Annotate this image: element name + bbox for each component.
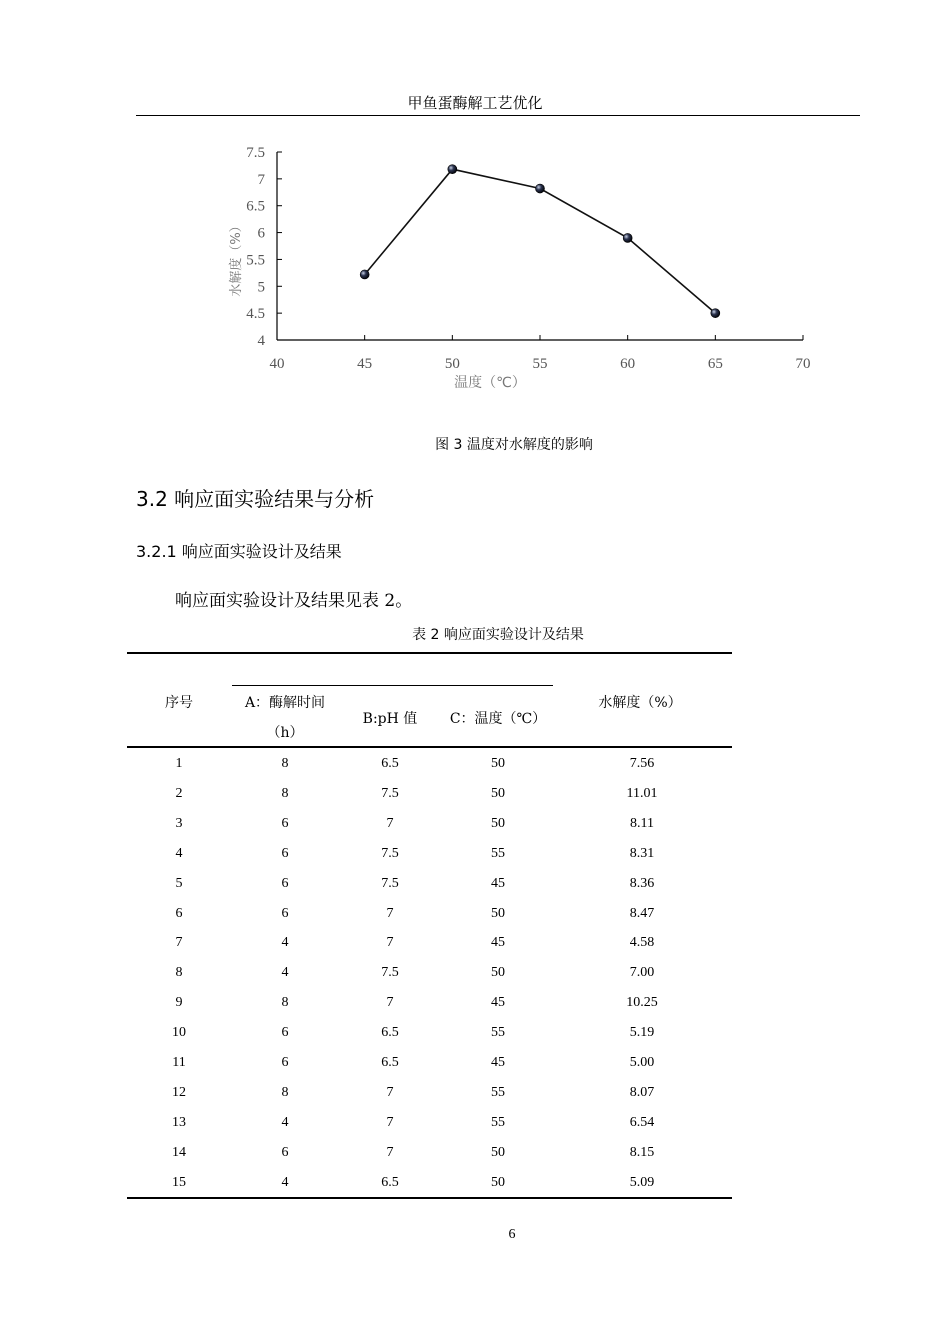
cell-index: 14: [172, 1144, 186, 1160]
cell-factor-c: 55: [491, 1025, 505, 1041]
cell-factor-c: 50: [491, 785, 505, 801]
cell-index: 2: [175, 785, 183, 801]
running-header: 甲鱼蛋酶解工艺优化: [407, 94, 543, 112]
figure-caption: 图 3 温度对水解度的影响: [435, 437, 593, 453]
y-tick-label: 7: [257, 171, 265, 188]
cell-result: 11.01: [626, 785, 658, 801]
data-point: [360, 270, 369, 279]
cell-result: 6.54: [629, 1114, 655, 1130]
cell-factor-b: 6.5: [381, 756, 399, 771]
cell-factor-a: 4: [281, 965, 289, 981]
cell-index: 10: [172, 1025, 186, 1041]
table-header-rule: [127, 746, 732, 748]
cell-factor-b: 6.5: [381, 1025, 399, 1041]
cell-factor-b: 7: [386, 815, 394, 831]
body-paragraph: 响应面实验设计及结果见表 2。: [175, 591, 413, 611]
cell-index: 4: [175, 845, 183, 861]
cell-result: 5.19: [629, 1025, 655, 1041]
x-tick-label: 40: [269, 356, 285, 372]
header-factor-a-line1: A：酶解时间: [244, 695, 326, 711]
cell-factor-c: 50: [491, 1174, 505, 1190]
y-tick-label: 4.5: [246, 306, 265, 323]
cell-factor-b: 7.5: [381, 875, 399, 891]
cell-index: 3: [175, 815, 183, 831]
cell-factor-b: 7: [386, 995, 394, 1011]
cell-index: 12: [172, 1084, 186, 1100]
table-top-rule: [127, 652, 732, 654]
cell-index: 11: [172, 1055, 186, 1070]
header-factor-c: C：温度（℃）: [449, 711, 547, 727]
cell-factor-b: 6.5: [381, 1174, 399, 1190]
cell-factor-c: 55: [491, 1114, 505, 1130]
cell-result: 5.09: [629, 1174, 655, 1190]
cell-factor-a: 8: [281, 995, 289, 1011]
cell-result: 8.11: [630, 815, 654, 831]
cell-factor-c: 50: [491, 815, 505, 831]
cell-factor-b: 7.5: [381, 785, 399, 801]
cell-factor-a: 6: [281, 875, 289, 891]
y-tick-label: 7.5: [246, 145, 265, 161]
x-axis-title: 温度（℃）: [454, 375, 526, 391]
cell-factor-a: 6: [281, 845, 289, 861]
cell-factor-b: 6.5: [381, 1055, 399, 1070]
y-tick-label: 6: [257, 225, 265, 242]
cell-result: 4.58: [629, 935, 655, 951]
cell-index: 7: [175, 935, 183, 951]
cell-factor-c: 55: [491, 845, 505, 861]
section-heading: 3.2 响应面实验结果与分析: [136, 487, 375, 511]
cell-index: 9: [175, 995, 183, 1011]
cell-index: 15: [172, 1174, 186, 1190]
cell-factor-b: 7: [386, 1114, 394, 1130]
cell-factor-c: 50: [491, 1144, 505, 1160]
cell-factor-a: 4: [281, 935, 289, 951]
header-factor-a-line2: （h）: [266, 725, 304, 741]
cell-index: 1: [175, 756, 183, 771]
cell-factor-a: 4: [281, 1174, 289, 1190]
cell-index: 8: [175, 965, 183, 981]
cell-factor-a: 6: [281, 1055, 289, 1070]
cell-result: 8.31: [629, 845, 655, 861]
cell-factor-a: 8: [281, 785, 289, 801]
table-caption: 表 2 响应面实验设计及结果: [412, 627, 584, 643]
cell-result: 10.25: [626, 995, 658, 1011]
cell-factor-a: 6: [281, 905, 289, 921]
cell-result: 8.15: [629, 1144, 655, 1160]
cell-factor-c: 50: [491, 905, 505, 921]
cell-index: 13: [172, 1114, 186, 1130]
cell-factor-c: 50: [491, 965, 505, 981]
cell-result: 7.00: [629, 965, 655, 981]
cell-result: 8.36: [629, 875, 655, 891]
y-tick-label: 5.5: [246, 252, 265, 269]
x-tick-label: 60: [620, 356, 636, 372]
cell-factor-b: 7.5: [381, 965, 399, 981]
header-factor-b: B:pH 值: [362, 711, 418, 727]
cell-factor-b: 7: [386, 1144, 394, 1160]
cell-index: 6: [175, 905, 183, 921]
table-bottom-rule: [127, 1197, 732, 1199]
header-result: 水解度（%）: [598, 695, 682, 711]
cell-result: 5.00: [629, 1055, 655, 1070]
data-point: [448, 165, 457, 174]
x-tick-label: 55: [532, 356, 548, 372]
cell-factor-a: 6: [281, 815, 289, 831]
temperature-vs-hydrolysis-chart: [0, 0, 950, 430]
cell-factor-c: 55: [491, 1084, 505, 1100]
data-point: [711, 309, 720, 318]
data-point: [536, 184, 545, 193]
cell-factor-c: 50: [491, 756, 505, 771]
header-index: 序号: [165, 695, 193, 711]
y-tick-label: 6.5: [246, 198, 265, 215]
y-tick-label: 4: [257, 333, 265, 349]
cell-factor-c: 45: [491, 1055, 505, 1070]
cell-factor-b: 7: [386, 905, 394, 921]
cell-factor-c: 45: [491, 935, 505, 951]
cell-factor-b: 7: [386, 1084, 394, 1100]
x-tick-label: 70: [795, 356, 811, 372]
cell-factor-a: 8: [281, 1084, 289, 1100]
data-point: [623, 233, 632, 242]
y-axis-title: 水解度（%）: [229, 219, 244, 297]
x-tick-label: 65: [707, 356, 723, 372]
x-tick-label: 45: [357, 356, 373, 372]
cell-index: 5: [175, 875, 183, 891]
cell-factor-a: 6: [281, 1025, 289, 1041]
cell-factor-b: 7: [386, 935, 394, 951]
cell-factor-b: 7.5: [381, 845, 399, 861]
page-number: 6: [508, 1227, 516, 1242]
factor-group-rule: [232, 685, 553, 686]
cell-factor-c: 45: [491, 875, 505, 891]
cell-factor-c: 45: [491, 995, 505, 1011]
x-tick-label: 50: [444, 356, 460, 372]
cell-factor-a: 8: [281, 756, 289, 771]
cell-factor-a: 6: [281, 1144, 289, 1160]
cell-result: 8.47: [629, 905, 655, 921]
y-tick-label: 5: [257, 279, 265, 296]
subsection-heading: 3.2.1 响应面实验设计及结果: [136, 542, 342, 561]
cell-result: 8.07: [629, 1084, 655, 1100]
cell-factor-a: 4: [281, 1114, 289, 1130]
cell-result: 7.56: [629, 756, 655, 771]
